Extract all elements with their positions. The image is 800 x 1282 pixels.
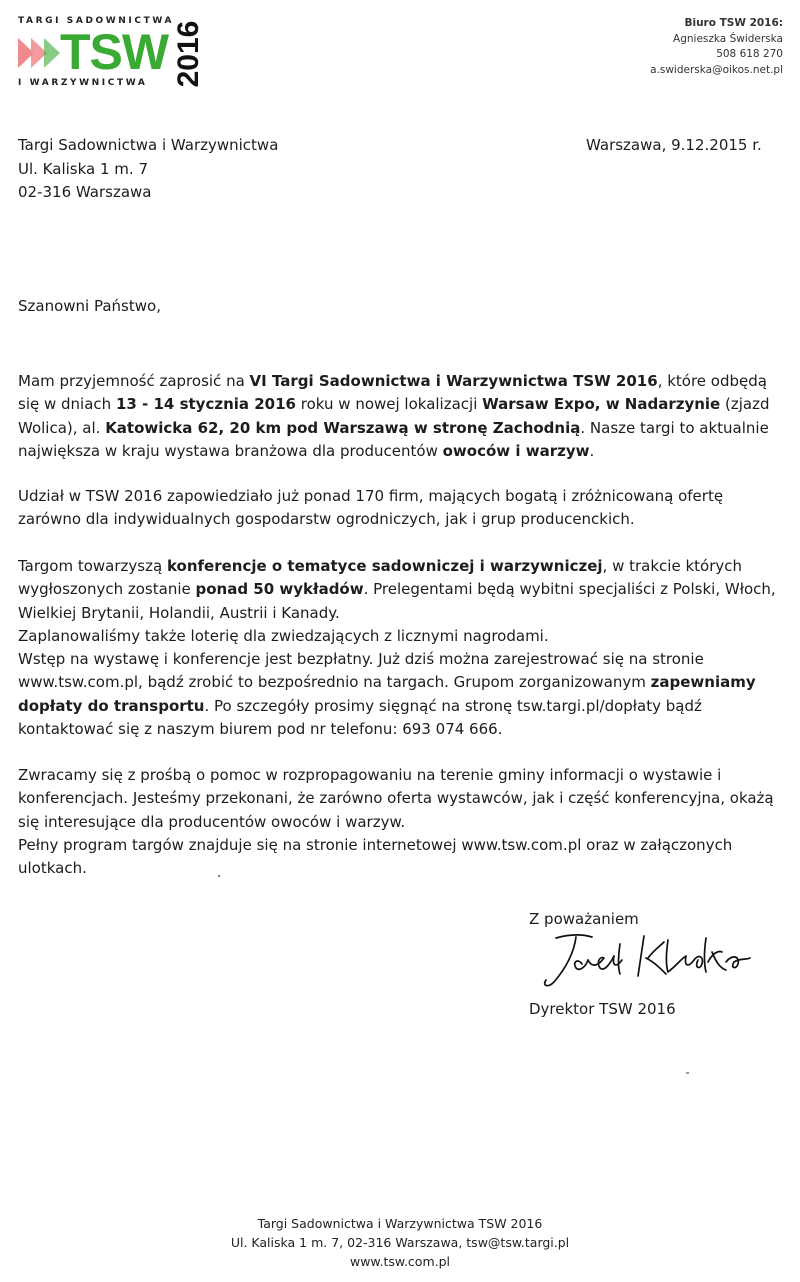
- signer-title: Dyrektor TSW 2016: [529, 1000, 676, 1018]
- logo-tsw-text: TSW: [60, 24, 169, 80]
- footer-line: Ul. Kaliska 1 m. 7, 02-316 Warszawa, tsw@tsw.targi.pl: [230, 1235, 570, 1250]
- handwritten-signature: [536, 928, 766, 992]
- sender-line: Ul. Kaliska 1 m. 7: [18, 159, 148, 178]
- footer: [0, 1214, 800, 1271]
- scan-artifact: [686, 1072, 689, 1074]
- scan-artifact: [218, 875, 220, 877]
- logo-bottom-text: I WARZYWNICTWA: [18, 78, 148, 88]
- paragraph-conferences: Targom towarzyszą konferencje o tematyce sadowniczej i warzywniczej, w trakcie których wygłoszonych zostanie ponad 50 wykładów. Prelegentami będą wybitni specjaliści z Polski, Włoch, Wielkiej Brytanii, Holandii, Austrii i Kanady. Zaplanowaliśmy także loterię dla zwiedzających z licznymi nagrodami. Wstęp na wystawę i konferencje jest bezpłatny. Już dziś można zarejestrować się na stronie www.tsw.com.pl, bądź zrobić to bezpośrednio na targach. Grupom zorganizowanym zapewniamy dopłaty do transportu. Po szczegóły prosimy sięgnąć na stronę tsw.targi.pl/dopłaty bądź kontaktować się z naszym biurem pod nr telefonu: 693 074 666.: [18, 557, 776, 739]
- office-contact: [650, 16, 783, 78]
- footer-line: www.tsw.com.pl: [349, 1254, 451, 1269]
- paragraph-exhibitors: Udział w TSW 2016 zapowiedziało już ponad 170 firm, mających bogatą i zróżnicowaną ofertę zarówno dla indywidualnych gospodarstw ogrodniczych, jak i grup producenckich.: [18, 487, 724, 529]
- logo-top-text: TARGI SADOWNICTWA: [18, 16, 175, 26]
- paragraph-request: Zwracamy się z prośbą o pomoc w rozpropagowaniu na terenie gminy informacji o wystawie i konferencjach. Jesteśmy przekonani, że zarówno oferta wystawców, jak i część konferencyjna, okażą się interesujące dla producentów owoców i warzyw. Pełny program targów znajduje się na stronie internetowej www.tsw.com.pl oraz w załączonych ulotkach.: [18, 766, 774, 878]
- paragraph-invitation: Mam przyjemność zaprosić na VI Targi Sadownictwa i Warzywnictwa TSW 2016, które odbędą się w dniach 13 - 14 stycznia 2016 roku w nowej lokalizacji Warsaw Expo, w Nadarzynie (zjazd Wolica), al. Katowicka 62, 20 km pod Warszawą w stronę Zachodnią. Nasze targi to aktualnie największa w kraju wystawa branżowa dla producentów owoców i warzyw.: [18, 372, 770, 460]
- logo-arrows-icon: [18, 36, 62, 70]
- logo-year: 2016: [172, 20, 205, 88]
- sender-line: Targi Sadownictwa i Warzywnictwa: [18, 136, 279, 154]
- sender-address: [18, 134, 278, 205]
- office-name: Agnieszka Świderska: [673, 32, 783, 45]
- tsw-logo: [18, 14, 218, 94]
- office-email: a.swiderska@oikos.net.pl: [650, 63, 783, 76]
- sender-line: 02-316 Warszawa: [18, 183, 152, 201]
- letter-date: Warszawa, 9.12.2015 r.: [586, 136, 762, 154]
- office-title: Biuro TSW 2016:: [684, 17, 783, 29]
- closing: Z poważaniem: [529, 910, 639, 928]
- salutation: Szanowni Państwo,: [18, 297, 161, 315]
- footer-line: Targi Sadownictwa i Warzywnictwa TSW 2016: [257, 1216, 543, 1231]
- office-phone: 508 618 270: [716, 48, 783, 60]
